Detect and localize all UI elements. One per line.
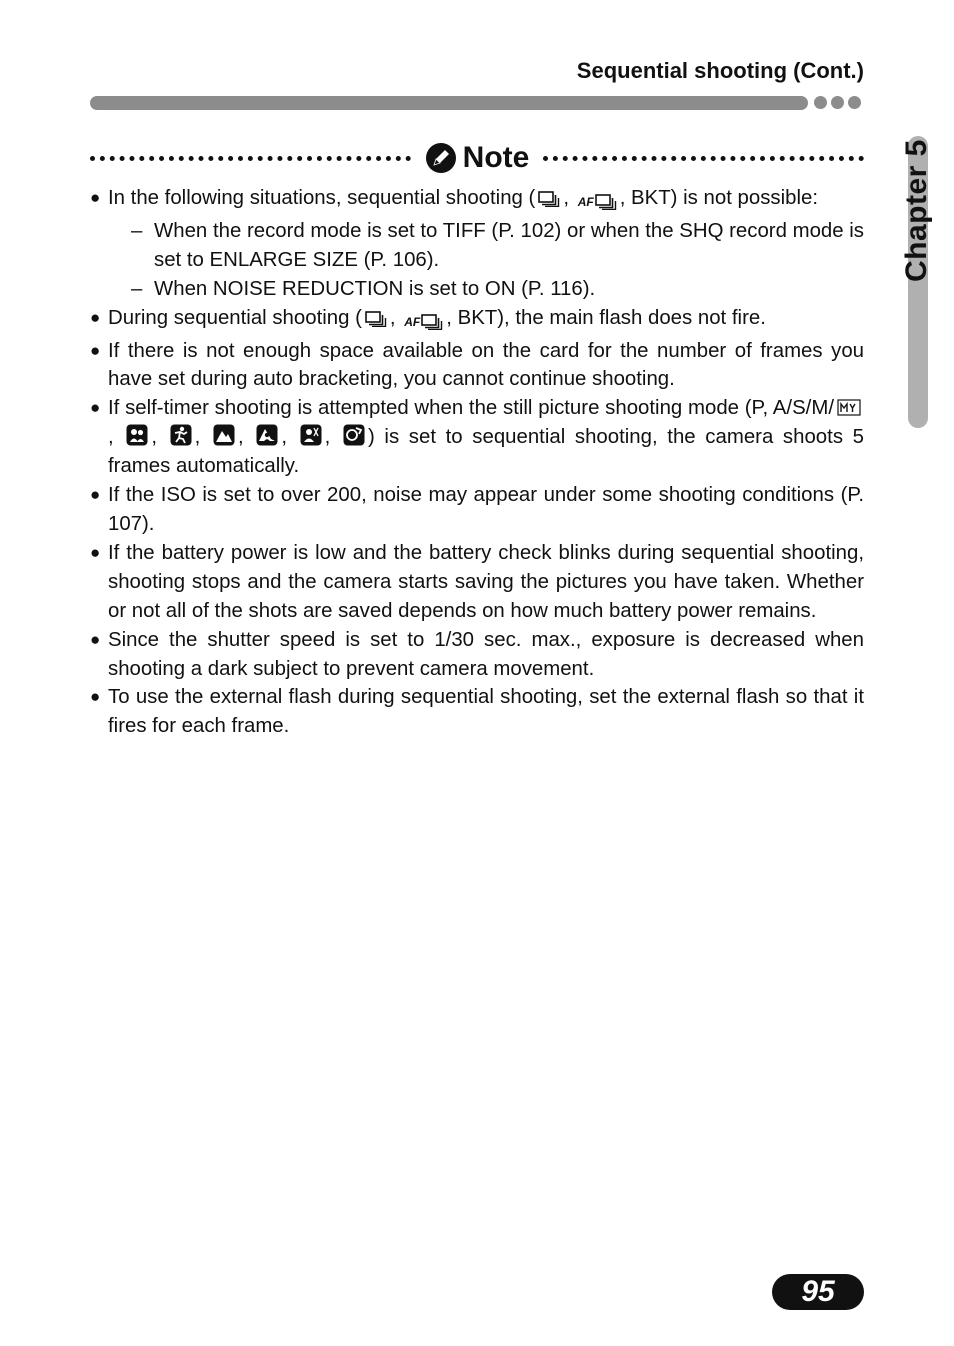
bullet-icon: ● — [90, 307, 101, 327]
bullet-icon: ● — [90, 188, 101, 207]
list-item: ● Since the shutter speed is set to 1/30 sec. max., exposure is decreased when shooting a dark subject to prevent camera movement. — [90, 626, 864, 684]
bullet-icon: ● — [90, 629, 101, 649]
list-item: ● In the following situations, sequential shooting ( , AF , BKT) is not possible: – When the record mode is set to TIFF (P. 102) or when the SHQ record mode is set to ENLARGE SIZE (P. 106). – When NOISE REDUCTION is set to ON (P. 116). — [90, 184, 864, 304]
list-item: ● If the ISO is set to over 200, noise may appear under some shooting conditions (P. 107). — [90, 481, 864, 539]
list-item: ● If the battery power is low and the battery check blinks during sequential shooting, shooting stops and the camera starts saving the pictures you have taken. Whether or not all of the shots are saved depends on how much battery power remains. — [90, 539, 864, 626]
chapter-tab-label: Chapter 5 — [900, 139, 933, 282]
list-item: ● If self-timer shooting is attempted when the still picture shooting mode (P, A/S/M/, , , , , , ) is set to sequential shooting, the camera shoots 5 frames automatically. — [90, 394, 864, 481]
note-list — [90, 184, 864, 741]
running-header-title: Sequential shooting (Cont.) — [576, 58, 864, 83]
bullet-icon: ● — [90, 340, 101, 360]
note-title: Note — [462, 141, 530, 174]
sports-mode-icon — [170, 424, 192, 446]
note-heading — [90, 140, 864, 176]
bullet-icon: ● — [90, 398, 101, 418]
sub-item: – When the record mode is set to TIFF (P. 102) or when the SHQ record mode is set to ENLARGE SIZE (P. 106). — [131, 219, 864, 271]
night-scene-mode-icon — [300, 424, 322, 446]
list-item: ● If there is not enough space available on the card for the number of frames you have set during auto bracketing, you cannot continue shooting. — [90, 337, 864, 395]
bullet-icon: ● — [90, 542, 101, 562]
pencil-note-icon — [425, 142, 457, 174]
dotted-rule-right — [543, 156, 864, 161]
af-sequential-shooting-icon: AF — [578, 188, 617, 217]
header-dots — [814, 96, 861, 109]
af-sequential-shooting-icon: AF — [404, 308, 443, 337]
self-portrait-mode-icon — [343, 424, 365, 446]
landscape-mode-icon — [213, 424, 235, 446]
my-mode-icon — [837, 397, 861, 417]
header-bar — [90, 96, 808, 110]
landscape-portrait-mode-icon — [256, 424, 278, 446]
bullet-icon: ● — [90, 485, 101, 505]
page-number: 95 — [772, 1274, 864, 1310]
bullet-icon: ● — [90, 687, 101, 707]
sequential-shooting-icon — [538, 191, 560, 207]
sequential-shooting-icon — [365, 311, 387, 327]
sub-item: – When NOISE REDUCTION is set to ON (P. 116). — [131, 277, 596, 300]
portrait-mode-icon — [126, 424, 148, 446]
list-item: ● To use the external flash during sequential shooting, set the external flash so that it fires for each frame. — [90, 683, 864, 741]
dotted-rule-left — [90, 156, 411, 161]
list-item: ● During sequential shooting ( , AF , BKT), the main flash does not fire. — [90, 304, 864, 337]
